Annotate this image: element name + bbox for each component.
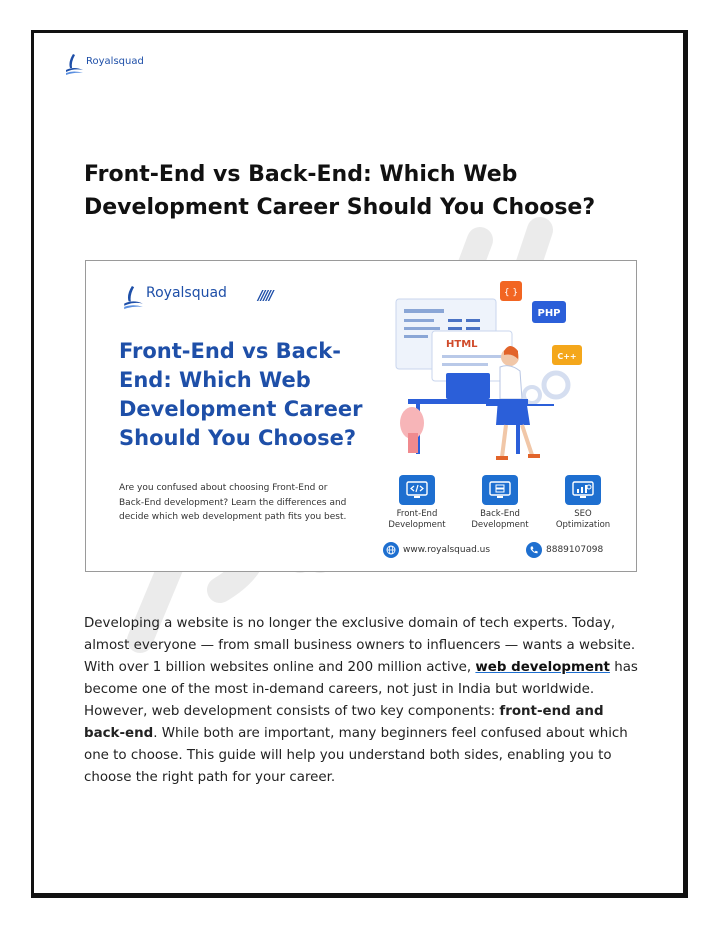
banner-slashes: ///// — [258, 289, 272, 304]
phone-icon — [526, 542, 542, 558]
developer-illustration — [386, 275, 606, 471]
intro-paragraph — [84, 613, 644, 701]
royalsquad-logo-icon — [64, 52, 84, 76]
hero-banner-image — [85, 260, 637, 572]
royalsquad-logo-icon — [122, 283, 144, 311]
paragraph-text: has become one of the most in-demand careers, not just in India but worldwide. — [84, 660, 638, 697]
contact-website — [383, 542, 490, 558]
service-seo — [548, 475, 618, 531]
web-development-link[interactable]: web development — [475, 660, 610, 675]
paragraph-text: However, web development consists of two key components: — [84, 704, 500, 719]
cpp-tag: C++ — [557, 352, 577, 361]
banner-description: Are you confused about choosing Front-End or Back-End development? Learn the differences and decide which web development path fits you best. — [119, 483, 347, 522]
globe-icon — [383, 542, 399, 558]
service-label: Back-End Development — [471, 509, 529, 530]
paragraph-text: . While both are important, many beginners feel confused about which one to choose. This guide will help you understand both sides, enabling you to choose the right path for your career. — [84, 726, 628, 785]
phone-text: 8889107098 — [546, 545, 604, 555]
service-label: SEO Optimization — [555, 509, 611, 530]
logo-text: Royalsquad — [86, 55, 144, 67]
analytics-monitor-icon — [565, 475, 601, 505]
paragraph-text: Developing a website is no longer the exclusive domain of tech experts. Today, almost everyone — from small business owners to influencers — wants a website. With over 1 billion websites online and 200 million active, — [84, 616, 636, 675]
service-back-end — [465, 475, 535, 531]
service-front-end — [382, 475, 452, 531]
banner-logo — [122, 283, 227, 311]
bold-phrase: front-end and back-end — [84, 704, 604, 741]
html-tag: HTML — [446, 339, 478, 350]
article-title: Front-End vs Back-End: Which Web Development Career Should You Choose? — [84, 162, 596, 220]
banner-heading: Front-End vs Back-End: Which Web Development Career Should You Choose? — [119, 339, 363, 450]
php-tag: PHP — [537, 308, 561, 319]
website-text: www.royalsquad.us — [403, 545, 491, 555]
braces-tag: { } — [503, 288, 519, 298]
service-label: Front-End Development — [388, 509, 446, 530]
header-logo — [64, 52, 144, 76]
server-monitor-icon — [482, 475, 518, 505]
contact-phone — [526, 542, 603, 558]
components-paragraph — [84, 701, 644, 789]
code-monitor-icon — [399, 475, 435, 505]
banner-logo-text: Royalsquad — [146, 285, 227, 301]
